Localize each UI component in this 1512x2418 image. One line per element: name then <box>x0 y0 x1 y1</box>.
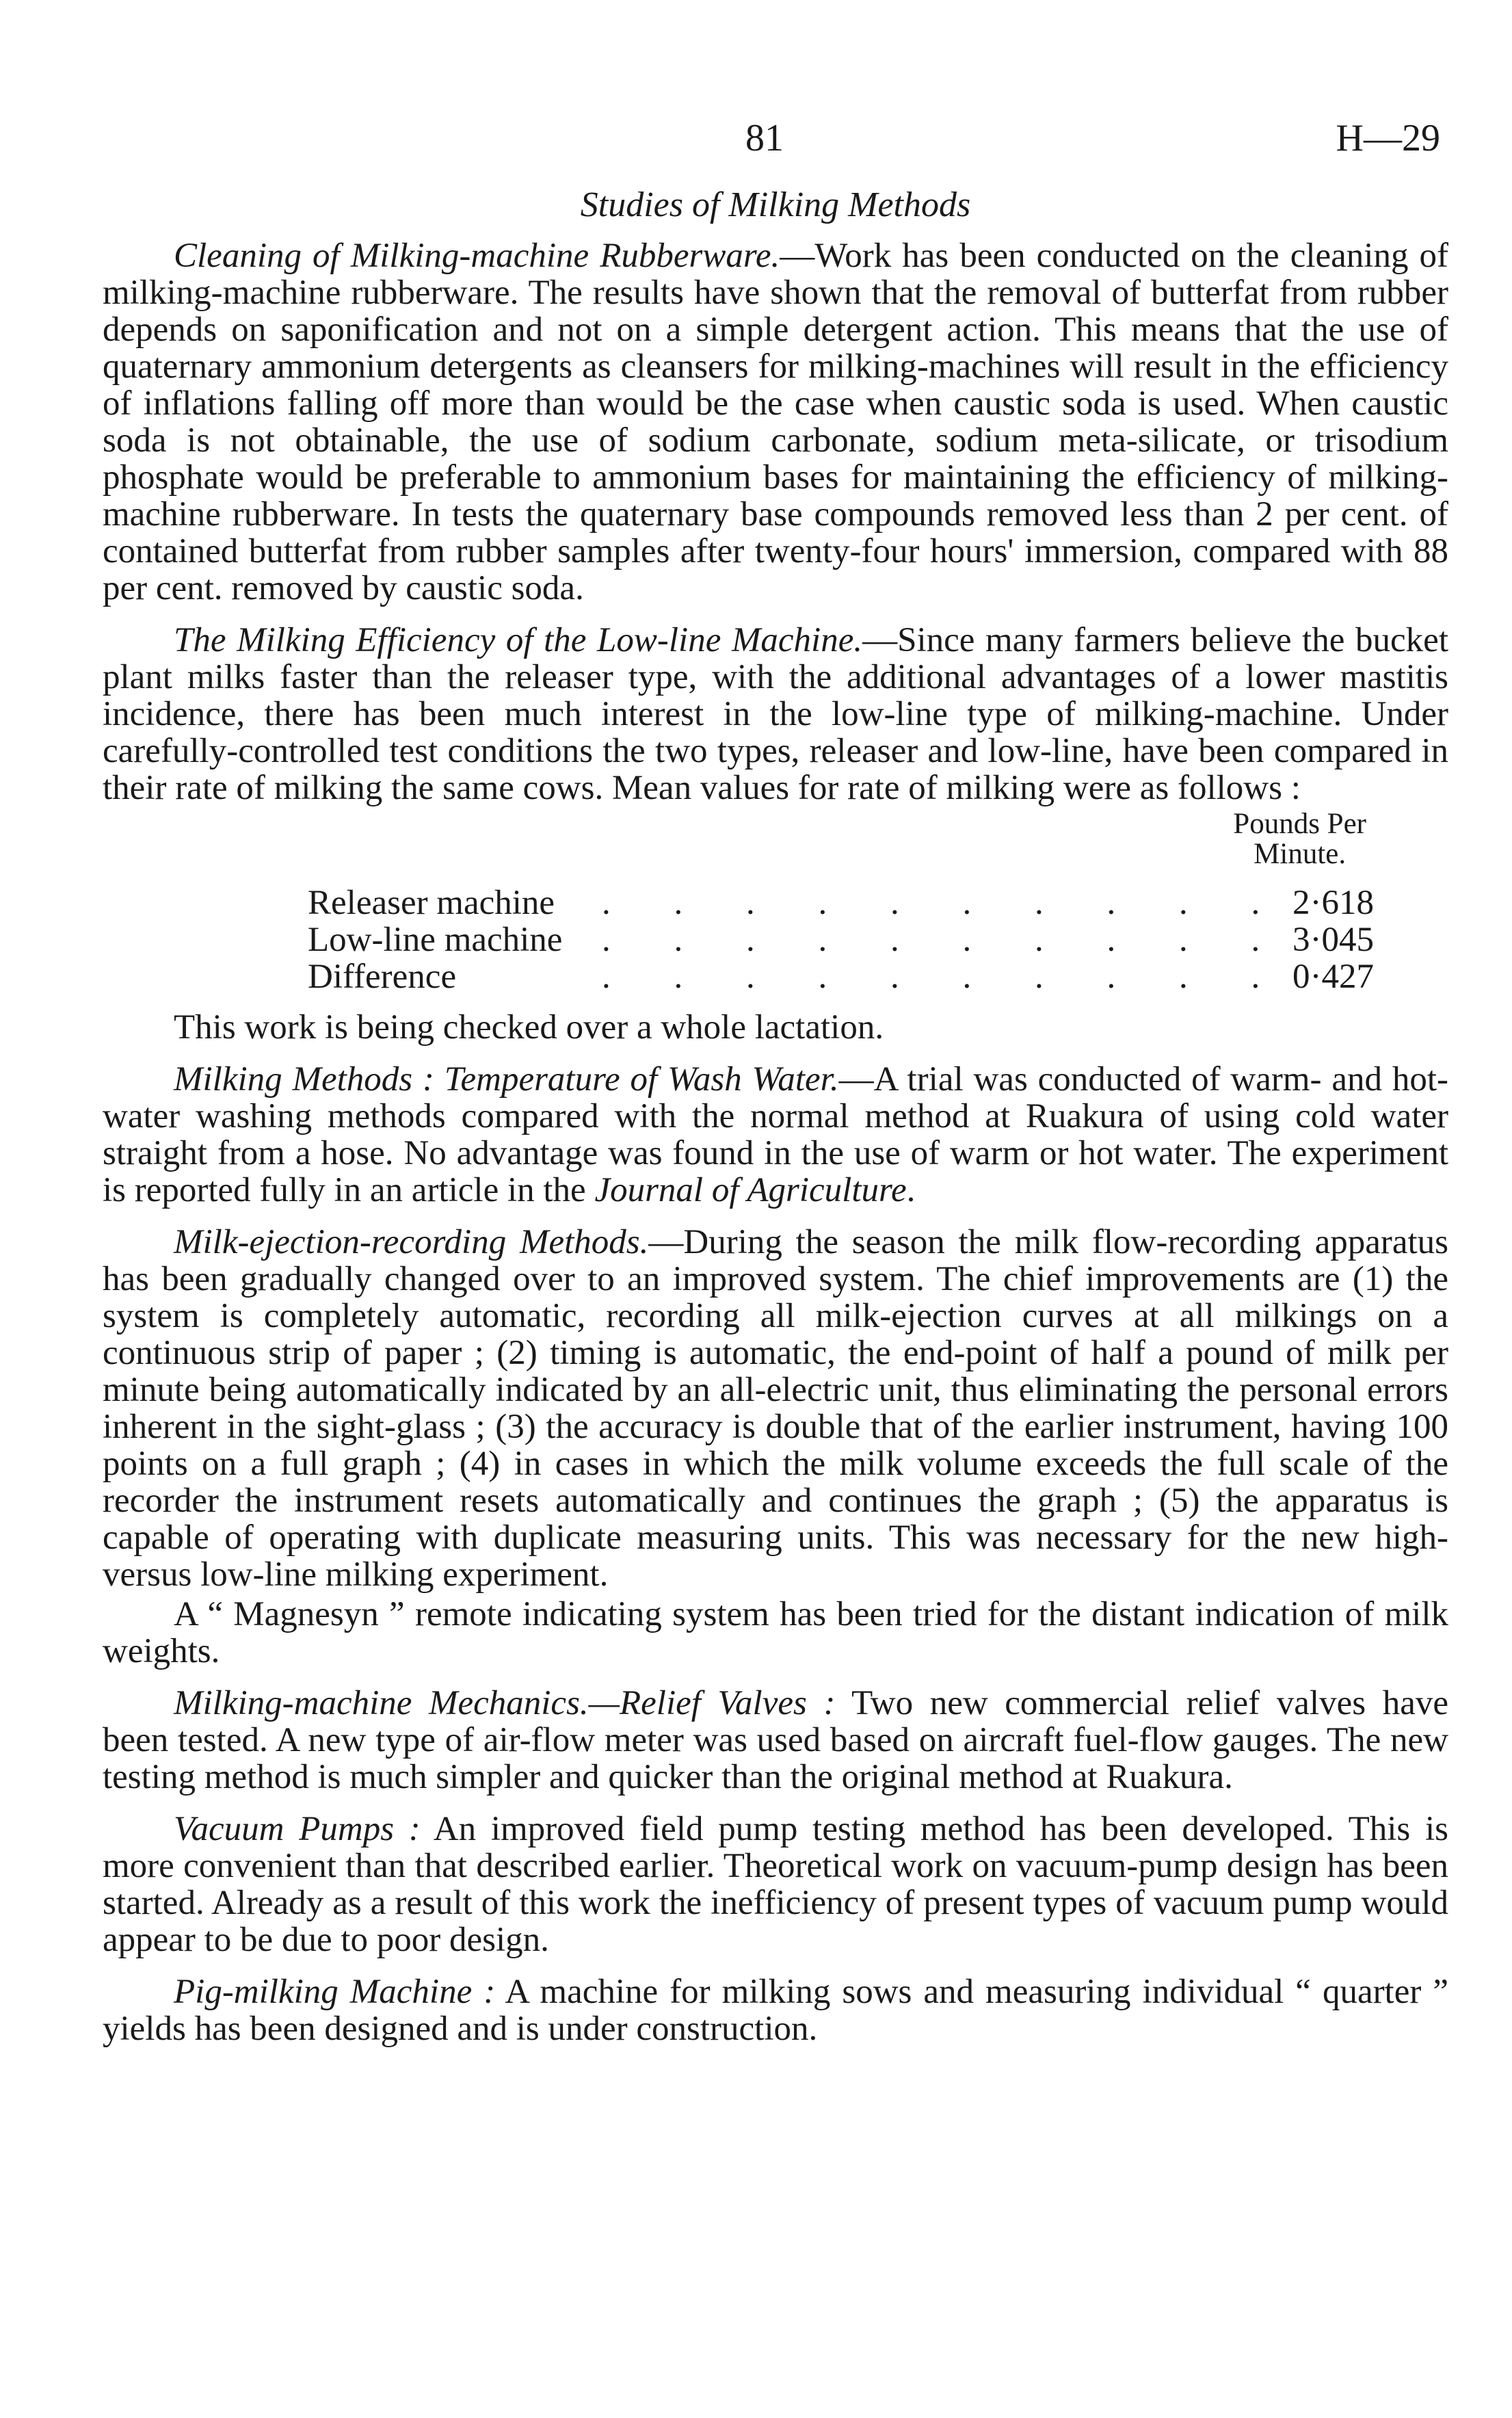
paragraph-body: —Work has been conducted on the cleaning of milking-machine rubberware. The results have shown that the removal of butterfat from rubber depends on saponification and not on a simple detergent action. This means that the use of quaternary ammonium detergents as cleansers for milking-machines will result in the efficiency of inflations falling off more than would be the case when caustic soda is used. When caustic soda is not obtainable, the use of sodium carbonate, sodium meta-silicate, or trisodium phosphate would be preferable to ammonium bases for maintaining the efficiency of milking-machine rubberware. In tests the quaternary base compounds removed less than 2 per cent. of contained butterfat from rubber samples after twenty-four hours' immersion, compared with 88 per cent. removed by caustic soda. <box>103 237 1448 607</box>
paragraph-wash-water <box>103 1061 1448 1209</box>
document-reference: H—29 <box>1336 117 1440 159</box>
paragraph-low-line <box>103 622 1448 806</box>
paragraph-relief-valves <box>103 1685 1448 1796</box>
dot-leader: . . . . . . . . . . <box>602 958 1288 995</box>
dot-leader: . . . . . . . . . . <box>602 884 1288 921</box>
row-value: 0·427 <box>1292 958 1374 996</box>
table-row <box>308 921 1409 958</box>
unit-line-2: Minute. <box>1254 838 1347 870</box>
paragraph-heading: Pig-milking Machine : <box>174 1973 496 2011</box>
paragraph-body-end: . <box>906 1171 916 1209</box>
paragraph-vacuum-pumps <box>103 1811 1448 1958</box>
row-label: Releaser machine <box>308 884 555 922</box>
paragraph-magnesyn: A “ Magnesyn ” remote indicating system has been tried for the distant indication of milk weights. <box>103 1595 1448 1670</box>
paragraph-cleaning <box>103 237 1448 607</box>
paragraph-heading: Milking Methods : Temperature of Wash Water. <box>174 1060 839 1099</box>
table-row <box>308 884 1409 921</box>
paragraph-body: —During the season the milk flow-recording apparatus has been gradually changed over to an improved system. The chief improvements are (1) the system is completely automatic, recording all milk-ejection curves at all milkings on a continuous strip of paper ; (2) timing is automatic, the end-point of half a pound of milk per minute being automatically indicated by an all-electric unit, thus eliminating the personal errors inherent in the sight-glass ; (3) the accuracy is double that of the earlier instrument, having 100 points on a full graph ; (4) in cases in which the milk volume exceeds the full scale of the recorder the instrument resets automatically and continues the graph ; (5) the apparatus is capable of operating with duplicate measuring units. This was necessary for the new high- versus low-line milking experiment. <box>103 1223 1448 1594</box>
paragraph-body: Two new commercial relief valves have been tested. A new type of air-flow meter was used based on aircraft fuel-flow gauges. The new testing method is much simpler and quicker than the original method at Ruakura. <box>103 1684 1448 1796</box>
table-row <box>308 958 1409 995</box>
paragraph-milk-ejection <box>103 1224 1448 1593</box>
row-label: Low-line machine <box>308 921 563 959</box>
paragraph-pig-milking <box>103 1973 1448 2047</box>
section-heading: Studies of Milking Methods <box>580 185 971 224</box>
dot-leader: . . . . . . . . . . <box>602 921 1288 958</box>
milking-rate-table <box>103 809 1448 994</box>
row-value: 3·045 <box>1292 921 1374 959</box>
paragraph-lactation-note: This work is being checked over a whole lactation. <box>174 1008 884 1047</box>
page-header <box>103 116 1448 171</box>
journal-title: Journal of Agriculture <box>594 1171 907 1209</box>
paragraph-heading: Vacuum Pumps : <box>174 1810 421 1848</box>
paragraph-body: A machine for milking sows and measuring individual “ quarter ” yields has been designed and is under construction. <box>103 1973 1448 2048</box>
page-number: 81 <box>745 117 784 159</box>
row-label: Difference <box>308 958 457 996</box>
row-value: 2·618 <box>1292 884 1374 922</box>
paragraph-body: An improved field pump testing method has been developed. This is more convenient than that described earlier. Theoretical work on vacuum-pump design has been started. Already as a result of this work the inefficiency of present types of vacuum pump would appear to be due to poor design. <box>103 1810 1449 1959</box>
paragraph-heading: Cleaning of Milking-machine Rubberware. <box>174 237 780 275</box>
document-page <box>103 116 1448 2062</box>
paragraph-body: —Since many farmers believe the bucket plant milks faster than the releaser type, with the additional advantages of a lower mastitis incidence, there has been much interest in the low-line type of milking-machine. Under carefully-controlled test conditions the two types, releaser and low-line, have been compared in their rate of milking the same cows. Mean values for rate of milking were as follows : <box>103 621 1448 807</box>
paragraph-body: —A trial was conducted of warm- and hot-water washing methods compared with the normal method at Ruakura of using cold water straight from a hose. No advantage was found in the use of warm or hot water. The experiment is reported fully in an article in the <box>103 1060 1448 1209</box>
paragraph-heading: The Milking Efficiency of the Low-line Machine. <box>174 621 863 659</box>
table-unit-header <box>1233 809 1366 869</box>
paragraph-heading: Milking-machine Mechanics.—Relief Valves : <box>174 1684 836 1722</box>
paragraph-heading: Milk-ejection-recording Methods. <box>174 1223 649 1261</box>
unit-line-1: Pounds Per <box>1233 808 1366 840</box>
